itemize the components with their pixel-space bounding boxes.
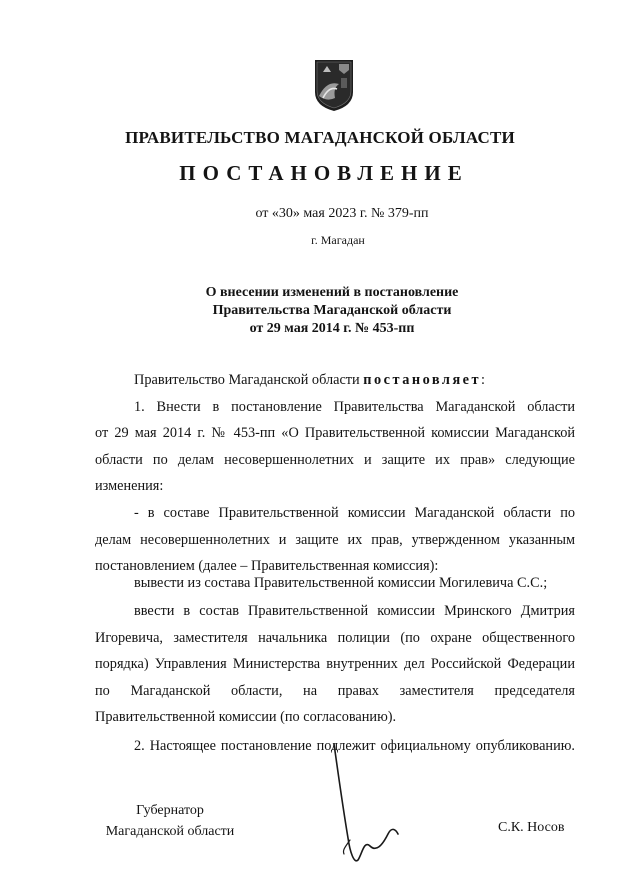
- remove-member-paragraph: вывести из состава Правительственной комиссии Могилевича С.С.;: [134, 575, 548, 591]
- subject-line: от 29 мая 2014 г. № 453-пп: [249, 321, 415, 336]
- preamble-text: Правительство Магаданской области: [134, 372, 364, 388]
- organization-title: ПРАВИТЕЛЬСТВО МАГАДАНСКОЙ ОБЛАСТИ: [125, 128, 515, 147]
- change-intro-paragraph: - в составе Правительственной комиссии Магаданской области по делам несовершеннолетних и защите их прав, утвержденном указанным постановлением (далее – Правительственная комиссия):: [95, 505, 575, 574]
- subject-line: О внесении изменений в постановление: [205, 285, 459, 300]
- subject-line: Правительства Магаданской области: [212, 303, 452, 318]
- preamble-keyword: постановляет: [363, 372, 482, 388]
- preamble-paragraph: [95, 367, 575, 394]
- handwritten-signature: [320, 742, 450, 870]
- item2-paragraph: 2. Настоящее постановление подлежит официальному опубликованию.: [134, 738, 575, 754]
- signatory-name: С.К. Носов: [498, 820, 565, 835]
- signatory-title-line: Магаданской области: [105, 824, 235, 839]
- signatory-title: [100, 800, 240, 842]
- add-member-paragraph: ввести в состав Правительственной комиссии Мринского Дмитрия Игоревича, заместителя начальника полиции (по охране общественного порядка) Управления Министерства внутренних дел Российской Федерации по Магаданской области, на правах заместителя председателя Правительственной комиссии (по согласованию).: [95, 603, 575, 725]
- document-type-title: ПОСТАНОВЛЕНИЕ: [179, 161, 469, 185]
- item1-first-line: 1. Внести в постановление Правительства Магаданской области: [134, 399, 575, 415]
- document-date-number: от «30» мая 2023 г. № 379-пп: [255, 206, 429, 221]
- document-subject: [12, 284, 640, 338]
- item1-continuation: от 29 мая 2014 г. № 453-пп «О Правительственной комиссии Магаданской области по делам несовершеннолетних и защите их прав» следующие изменения:: [95, 425, 575, 494]
- preamble-colon: :: [481, 372, 486, 388]
- signatory-title-line: Губернатор: [136, 803, 204, 818]
- document-city: г. Магадан: [311, 233, 365, 247]
- coat-of-arms-emblem: [313, 58, 355, 112]
